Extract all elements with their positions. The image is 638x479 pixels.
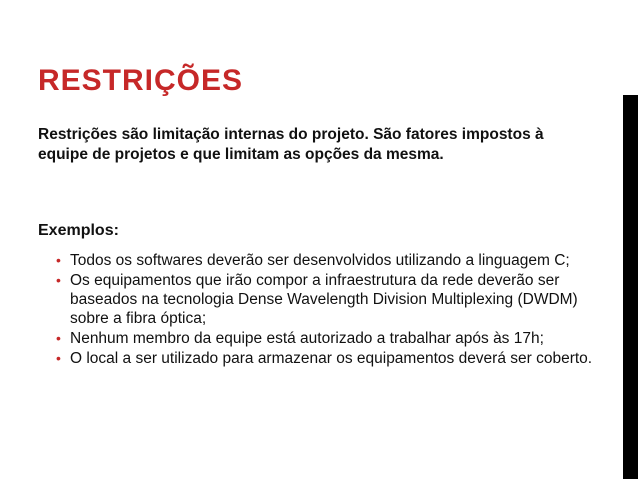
bullet-text: O local a ser utilizado para armazenar os equipamentos deverá ser coberto. xyxy=(70,350,593,367)
bullet-icon: • xyxy=(56,252,61,268)
bullet-item xyxy=(56,329,596,348)
right-decorative-bar xyxy=(623,95,638,479)
bullet-item xyxy=(56,271,596,328)
slide-title: RESTRIÇÕES xyxy=(38,64,244,97)
bullet-text: Os equipamentos que irão compor a infraestrutura da rede deverão ser baseados na tecnologia Dense Wavelength Division Multiplexing (DWDM) sobre a fibra óptica; xyxy=(70,272,578,327)
bullet-icon: • xyxy=(56,330,61,346)
bullet-item xyxy=(56,349,596,368)
bullet-text: Nenhum membro da equipe está autorizado a trabalhar após às 17h; xyxy=(70,330,544,347)
bullet-icon: • xyxy=(56,350,61,366)
intro-text: Restrições são limitação internas do projeto. São fatores impostos à equipe de projetos e que limitam as opções da mesma. xyxy=(38,126,544,163)
bullet-item xyxy=(56,251,596,270)
bullet-text: Todos os softwares deverão ser desenvolvidos utilizando a linguagem C; xyxy=(70,252,570,269)
examples-label: Exemplos: xyxy=(38,222,119,239)
bullet-list xyxy=(56,251,596,369)
bullet-icon: • xyxy=(56,272,61,288)
